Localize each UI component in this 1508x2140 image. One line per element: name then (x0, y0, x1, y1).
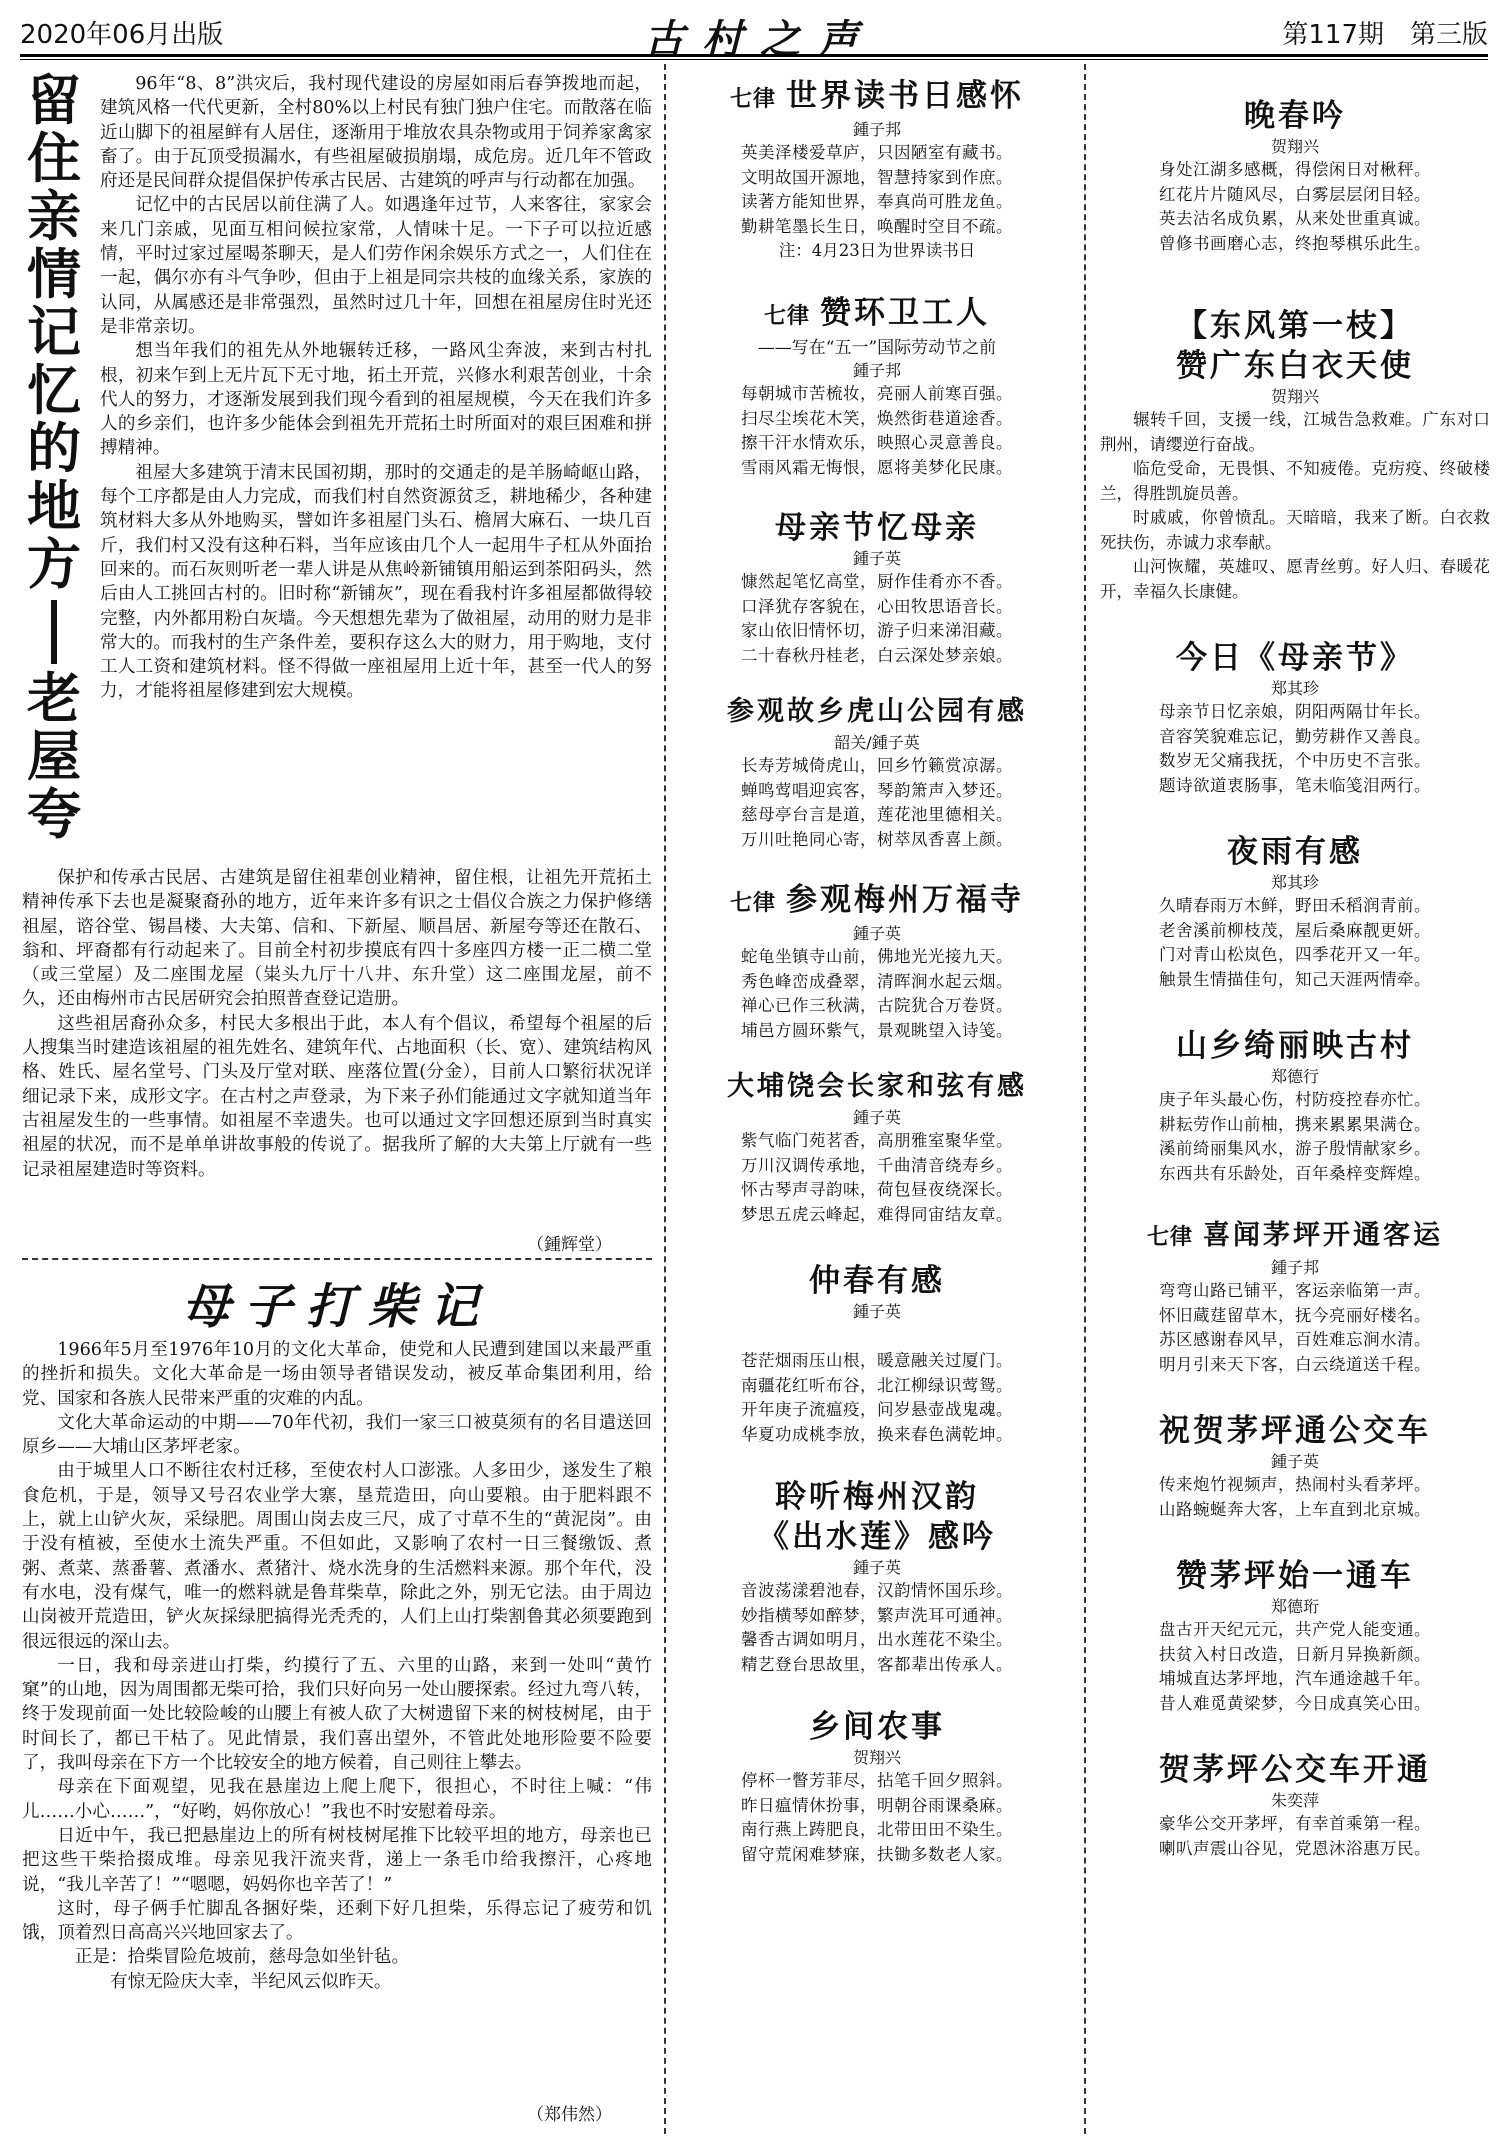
paragraph: 由于城里人口不断往农村迁移，至使农村人口澎涨。人多田少，遂发生了粮食危机，于是，领导又号召农业学大寨，垦荒造田，向山要粮。由于肥料跟不上，就上山铲火灰，采绿肥。周围山岗去皮三尺，成了寸草不生的“黄泥岗”。由于没有植被，至使水土流失严重。不但如此，又影响了农村一日三餐缴饭、煮粥、煮菜、蒸番薯、煮潘水、煮猪汁、烧水洗身的生活燃料来源。那个年代，没有水电，没有煤气，唯一的燃料就是鲁茸柴草，除此之外，别无它法。由于周边山岗被开荒造田，铲火灰採绿肥搞得光秃秃的，人们上山打柴割鲁萁必须要跑到很远很远的深山去。 (22, 1461, 652, 1652)
poem-mothers-day (682, 508, 1072, 668)
poem-line: 曾修书画磨心志，终抱琴棋乐此生。 (1159, 233, 1431, 253)
title-char: 老 (27, 667, 81, 730)
poem-line: 停杯一瞥芳菲尽，拈笔千回夕照斜。 (741, 1771, 1013, 1790)
paragraph: 想当年我们的祖先从外地辗转迁移，一路风尘奔波，来到古村扎根，初来乍到上无片瓦下无寸地，拓土开荒，兴修水利艰苦创业，十余代人的努力，才逐渐发展到我们现今看到的祖屋规模，今天在我们许多人的乡亲们，也许多少能体会到祖先开荒拓土时所面对的艰巨困难和拼搏精神。 (100, 341, 652, 459)
poem-line: 埔邑方圆环紫气，景观眺望入诗笺。 (741, 1020, 1013, 1040)
poem-line: 昔人难觅黄梁梦，今日成真笑心田。 (1159, 1693, 1431, 1713)
poem-title: 七律 世界读书日感怀 (729, 78, 1024, 114)
title-char: 留 (27, 69, 81, 132)
poem-line: 开年庚子流瘟疫，问岁悬壶战鬼魂。 (741, 1400, 1013, 1419)
poem-title: 夜雨有感 (1227, 834, 1363, 870)
title-char: 住 (27, 127, 81, 190)
poem-title-line-2: 《出水莲》感吟 (758, 1519, 996, 1555)
poem-night-rain (1100, 832, 1490, 992)
paragraph: 母亲在下面观望，见我在悬崖边上爬上爬下，很担心，不时往上喊：“伟儿……小心……”，“好哟，妈你放心！”我也不时安慰着母亲。 (22, 1777, 652, 1822)
poem-author: 郑其珍 (1270, 873, 1319, 892)
closing-poem-line-2: 有惊无险庆大幸，半纪风云似昨天。 (110, 1971, 392, 1992)
poem-title: 今日《母亲节》 (1176, 640, 1414, 676)
poem-line: 苍茫烟雨压山根，暖意融关过厦门。 (741, 1351, 1013, 1370)
poem-line: 昨日瘟情休扮事，明朝谷雨课桑麻。 (741, 1795, 1013, 1815)
poem-line: 雪雨风霜无悔恨，愿将美梦化民康。 (741, 457, 1013, 477)
poem-line: 山路蜿蜒奔大客，上车直到北京城。 (1159, 1499, 1431, 1519)
poem-title: 聆听梅州汉韵 (775, 1479, 979, 1515)
poem-line: 家山依旧情怀切，游子归来涕泪藏。 (741, 621, 1013, 640)
paragraph: 这些祖居裔孙众多，村民大多根出于此，本人有个倡议，希望每个祖屋的后人搜集当时建造该祖屋的祖先姓名、建筑年代、占地面积（长、宽）、建筑结构风格、姓氏、屋名堂号、门头及厅堂对联、座落位置(分金），目前人口繁衍状况详细记录下来，成形文字。在古村之声登录，为下来子孙们能通过文字就知道当年古祖屋发生的一些事情。如祖屋不幸遗失。也可以通过文字回想还原到当时真实祖屋的状况，而不是单单讲故事般的传说了。据我所了解的大夫第上厅就有一些记录祖屋建造时等资料。 (22, 1013, 652, 1180)
poem-line: 秀色峰峦成叠翠，清晖涧水起云烟。 (741, 971, 1013, 991)
paragraph: 这时，母子俩手忙脚乱各捆好柴，还剩下好几担柴，乐得忘记了疲劳和饥饿，顶着烈日高高兴兴地回家去了。 (22, 1898, 652, 1944)
poem-line: 禅心已作三秋满，古院犹合万卷贤。 (741, 996, 1013, 1015)
poem-line: 万川汉调传承地，千曲清音绕寿乡。 (741, 1155, 1013, 1175)
poem-farm-work (682, 1707, 1072, 1867)
poem-line: 苏区感谢春风早，百姓难忘涧水清。 (1159, 1330, 1431, 1349)
poem-line: 精艺登台思故里，客都辈出传承人。 (741, 1654, 1013, 1674)
poem-stanza: 时戚戚，你曾愤乱。天暗暗，我来了断。白衣救死扶伤，赤诚力求奉献。 (1100, 508, 1490, 552)
poem-author: 鍾子邦 (852, 361, 901, 380)
title-char: 亲 (27, 185, 81, 248)
poem-title: 仲春有感 (809, 1263, 945, 1299)
poem-line: 老舍溪前柳枝茂，屋后桑麻靓更妍。 (1159, 920, 1431, 940)
poem-line: 华夏功成桃李放，换来春色满乾坤。 (741, 1424, 1013, 1444)
poem-line: 弯弯山路已铺平，客运亲临第一声。 (1159, 1281, 1431, 1300)
paragraph: 1966年5月至1976年10月的文化大革命，使党和人民遭到建国以来最严重的挫折和损失。文化大革命是一场由领导者错误发动，被反革命集团利用，给党、国家和各族人民带来严重的灾难的内乱。 (22, 1340, 652, 1409)
poem-line: 妙指横琴如醉梦，繁声洗耳可通神。 (741, 1605, 1013, 1625)
poem-han-melody (682, 1477, 1072, 1677)
poem-column-3 (1100, 96, 1490, 1861)
poem-late-spring (1100, 96, 1490, 256)
paragraph: 祖屋大多建筑于清末民国初期，那时的交通走的是羊肠崎岖山路，每个工序都是由人力完成，而我们村自然资源贫乏，耕地稀少，各种建筑材料大多从外地购买，譬如许多祖屋门头石、檐屑大麻石、一块几百斤，我们村又没有这种石料，当年应该由几个人一起用牛子杠从外面抬回来的。而石灰则听老一辈人讲是从焦岭新铺镇用船运到茶阳码头，然后由人工挑回古村的。旧时称“新铺灰”，现在看我村许多祖屋都做得较完整，内外都用粉白灰墙。今天想想先辈为了做祖屋，动用的财力是非常大的。而我村的生产条件差，要积存这么大的财力，用于购地，支付工人工资和建筑材料。怪不得做一座祖屋用上近十年，甚至一代人的努力，才能将祖屋修建到宏大规模。 (100, 462, 652, 702)
title-dash (51, 600, 57, 664)
poem-line: 久晴春雨万木鲜，野田禾稻润青前。 (1159, 896, 1431, 915)
poem-line: 万川吐艳同心寄，树萃凤香喜上颜。 (741, 829, 1013, 849)
poem-author: 鍾子英 (852, 1302, 901, 1321)
poem-title: 参观故乡虎山公园有感 (727, 696, 1027, 727)
poem-prefix: 七律 (729, 86, 776, 112)
poem-author: 鍾子英 (852, 1558, 901, 1577)
title-char: 夸 (27, 783, 81, 846)
poem-author: 鍾子英 (1270, 1452, 1319, 1471)
title-char: 忆 (27, 359, 81, 422)
poem-world-book-day (682, 76, 1072, 263)
poem-title-line-2: 赞广东白衣天使 (1176, 348, 1414, 384)
title-char: 方 (27, 533, 81, 596)
article1-body-bottom (22, 866, 652, 1182)
poem-line: 红花片片随风尽，白雾层层闭目轻。 (1159, 184, 1431, 204)
poem-bus-opening (1100, 1750, 1490, 1861)
title-char: 的 (27, 417, 81, 480)
poem-line: 耕耘劳作山前柚，携来累累果满仓。 (1159, 1114, 1431, 1134)
poem-line: 读著方能知世界，奉真尚可胜龙鱼。 (741, 192, 1013, 211)
poem-title: 祝贺茅坪通公交车 (1159, 1413, 1431, 1449)
poem-line: 长寿芳城倚虎山，回乡竹籁赏凉潺。 (741, 756, 1013, 775)
poem-title: 贺茅坪公交车开通 (1159, 1752, 1431, 1788)
column-divider-1 (664, 64, 666, 2134)
poem-line: 英美泽楼爱草庐，只因陋室有藏书。 (741, 143, 1013, 162)
poem-white-angels (1100, 306, 1490, 604)
issue-number: 第117期 第三版 (1282, 20, 1488, 50)
masthead-rule (20, 54, 1488, 57)
masthead (20, 6, 1488, 63)
poem-title: 晚春吟 (1244, 98, 1346, 134)
poem-line: 扶贫入村日改造，日新月异换新颜。 (1159, 1644, 1431, 1664)
poem-stanza: 辗转千回，支援一线，江城告急救难。广东对口荆州，请缨逆行奋战。 (1100, 410, 1490, 454)
poem-line: 盘古开天纪元元，共产党人能变通。 (1159, 1620, 1431, 1639)
poem-author: 鍾子邦 (1270, 1258, 1319, 1277)
poem-stanza: 山河恢耀，英雄叹、愿青丝剪。好人归、春暖花开，幸福久长康健。 (1100, 557, 1490, 601)
poem-line: 蛇龟坐镇寺山前，佛地光光接九天。 (741, 947, 1013, 966)
poem-line: 紫气临门苑茗香，高朋雅室聚华堂。 (741, 1131, 1013, 1150)
poem-title: 赞茅坪始一通车 (1176, 1558, 1414, 1594)
poem-prefix: 正是： (74, 1947, 128, 1968)
poem-column-2 (682, 72, 1072, 1867)
article1-vertical-title (22, 69, 86, 846)
poem-title: 【东风第一枝】 (1176, 308, 1414, 344)
poem-mountain-village (1100, 1026, 1490, 1186)
poem-author: 鍾子英 (852, 549, 901, 568)
poem-line: 慷然起笔忆高堂，厨作佳肴亦不香。 (741, 572, 1013, 591)
poem-title: 乡间农事 (809, 1709, 945, 1745)
poem-line: 身处江湖多感概，得偿闲日对楸秤。 (1159, 160, 1431, 179)
title-char: 屋 (27, 725, 81, 788)
poem-line: 拾柴冒险危坡前，慈母急如坐针毡。 (127, 1947, 410, 1968)
title-char: 地 (27, 475, 81, 538)
poem-line: 数岁无父痛我抚，个中历史不言张。 (1159, 751, 1431, 770)
poem-first-road (1100, 1556, 1490, 1716)
poem-author: 韶关/鍾子英 (834, 733, 920, 752)
poem-title: 七律 赞环卫工人 (763, 295, 990, 331)
column-divider-2 (1084, 64, 1086, 2134)
paragraph: 记忆中的古民居以前住满了人。如遇逢年过节，人来客往，家家会来几门亲戚，见面互相问候拉家常，人情味十足。一下子可以拉近感情，平时过家过屋喝茶聊天，是人们劳作闲余娱乐方式之一，人们住在一起，偶尔亦有斗气争吵，但由于上祖是同宗共枝的血缘关系，家族的认同，从属感还是非常强烈，虽然时过几十年，回想在祖屋房住时光还是非常亲切。 (100, 195, 652, 337)
article1-body-top (100, 72, 652, 704)
poem-line: 明月引来天下客，白云绕道送千程。 (1159, 1354, 1431, 1374)
poem-line: 英去沽名成负累，从来处世重真诚。 (1159, 209, 1431, 228)
poem-line: 东西共有乐龄处，百年桑梓变辉煌。 (1159, 1163, 1431, 1183)
paragraph: 日近中午，我已把悬崖边上的所有树枝树尾推下比较平坦的地方，母亲也已把这些干柴拾掇成堆。母亲见我汗流夹背，递上一条毛巾给我擦汗，心疼地说，“我儿辛苦了！”“嗯嗯，妈妈你也辛苦了！” (22, 1825, 652, 1895)
article2-title: 母子打柴记 (181, 1279, 492, 1335)
poem-line: 音波荡漾碧池春，汉韵情怀国乐珍。 (741, 1581, 1013, 1600)
poem-title: 七律 参观梅州万福寺 (729, 882, 1024, 918)
poem-line: 门对青山松岚色，四季花开又一年。 (1159, 945, 1431, 964)
paragraph: 保护和传承古民居、古建筑是留住祖辈创业精神，留住根，让祖先开荒拓土精神传承下去也是凝聚裔孙的地方，近年来许多有识之士倡仪合族之力保护修缮祖屋，谘谷堂、锡昌楼、大夫第、信和、下新屋、顺昌居、新屋夸等还在散石、翁和、坪裔都有行动起来了。目前全村初步摸底有四十多座四方楼一正二横二堂（或三堂屋）及二座围龙屋（粜头九厅十八井、东升堂）这二座围龙屋，前不久，还由梅州市古民居研究会拍照普查登记造册。 (22, 868, 652, 1010)
poem-stanza: 临危受命，无畏惧、不知疲倦。克疠疫、终破楼兰，得胜凯旋员善。 (1100, 459, 1490, 503)
poem-dapu-strings (682, 1067, 1072, 1227)
poem-note: 注：4月23日为世界读书日 (778, 241, 976, 260)
poem-line: 怀旧蔵莛留草木，抚今亮丽好楼名。 (1159, 1305, 1431, 1325)
paragraph: 一日，我和母亲进山打柴，约摸行了五、六里的山路，来到一处叫“黄竹窠”的山地，因为周围都无柴可拾，我们只好向另一处山腰探索。经过九弯八转，终于发现前面一处比较险峻的山腰上有被人砍了大树遗留下来的树枝树尾，由于时间长了，都已干枯了。见此情景，我们喜出望外，不管此处地形险要不险要了，我叫母亲在下方一个比较安全的地方候着，自己则往上攀去。 (22, 1655, 652, 1774)
poem-author: 贺翔兴 (1270, 387, 1319, 406)
poem-author: 贺翔兴 (1270, 137, 1319, 156)
poem-line: 触景生情描佳句，知己天涯两情牵。 (1159, 969, 1431, 989)
poem-line: 豪华公交开茅坪，有幸首乘第一程。 (1159, 1814, 1431, 1833)
poem-bus-service (1100, 1411, 1490, 1522)
poem-line: 口泽犹存客貌在，心田牧思语音长。 (741, 596, 1013, 616)
poem-tiger-mountain (682, 692, 1072, 852)
poem-line: 庚子年头最心伤，村防疫控春亦忙。 (1159, 1090, 1431, 1109)
publication-date: 2020年06月出版 (20, 20, 224, 50)
poem-author: 鍾子英 (852, 924, 901, 943)
poem-line: 埔城直达茅坪地，汽车通途越千年。 (1159, 1669, 1431, 1688)
poem-author: 鍾子邦 (852, 120, 901, 139)
poem-mid-spring (682, 1261, 1072, 1447)
poem-line: 传来炮竹视频声，热闹村头看茅坪。 (1159, 1475, 1431, 1494)
poem-line: 怀古琴声寻韵味，荷包昼夜绕深长。 (741, 1180, 1013, 1199)
poem-author: 郑德珩 (1270, 1597, 1319, 1616)
poem-title: 母亲节忆母亲 (775, 510, 979, 546)
poem-line: 留守荒闲难梦寐，扶锄多数老人家。 (741, 1844, 1013, 1864)
article2-signature: （郑伟然） (527, 2105, 612, 2125)
article1-signature: （鍾辉堂） (527, 1235, 612, 1255)
closing-poem-line-1 (22, 1945, 652, 1969)
poem-author: 郑其珍 (1270, 679, 1319, 698)
poem-subtitle: ——写在“五一”国际劳动节之前 (757, 338, 997, 358)
paragraph: 文化大革命运动的中期——70年代初，我们一家三口被莫须有的名目遣送回原乡——大埔山区茅坪老家。 (22, 1412, 652, 1458)
poem-title: 大埔饶会长家和弦有感 (727, 1071, 1027, 1102)
poem-line: 音容笑貌难忘记，勤劳耕作又善良。 (1159, 726, 1431, 746)
masthead-rule-thin (20, 59, 1488, 60)
newspaper-title: 古村之声 (644, 16, 876, 63)
poem-title: 七律 喜闻茅坪开通客运 (1146, 1220, 1443, 1251)
title-char: 情 (27, 243, 81, 306)
poem-line: 蝉鸣莺唱迎宾客，琴韵箫声入梦还。 (741, 780, 1013, 800)
poem-wanfu-temple (682, 880, 1072, 1043)
poem-sanitation-workers (682, 293, 1072, 480)
poem-line: 题诗欲道衷肠事，笔未临笺泪两行。 (1159, 775, 1431, 795)
poem-line: 母亲节日忆亲娘，阴阳两隔廿年长。 (1159, 702, 1431, 721)
poem-line: 慈母亭台言是道，莲花池里德相关。 (741, 805, 1013, 824)
poem-line: 二十春秋丹桂老，白云深处梦亲娘。 (741, 645, 1013, 665)
article-separator (22, 1258, 652, 1260)
article2-body (22, 1338, 652, 1994)
poem-line: 勤耕笔墨长生日，唤醒时空目不疏。 (741, 216, 1013, 236)
poem-line: 喇叭声震山谷见，党恩沐浴惠万民。 (1159, 1838, 1431, 1858)
poem-line: 擦干汗水情欢乐，映照心灵意善良。 (741, 433, 1013, 452)
poem-line: 每朝城市苦梳妆，亮丽人前寒百强。 (741, 384, 1013, 403)
poem-line: 馨香古调如明月，出水莲花不染尘。 (741, 1630, 1013, 1649)
poem-author: 朱奕萍 (1270, 1791, 1319, 1810)
poem-line: 文明故国开源地，智慧持家到作庶。 (741, 167, 1013, 187)
poem-line: 扫尽尘埃花木笑，焕然街巷道途香。 (741, 408, 1013, 428)
poem-author: 郑德行 (1270, 1067, 1319, 1086)
paragraph: 96年“8、8”洪灾后，我村现代建设的房屋如雨后春笋拨地而起，建筑风格一代代更新，全村80%以上村民有独门独户住宅。而散落在临近山脚下的祖屋鲜有人居住，逐渐用于堆放农具杂物或用于饲养家禽家畜了。由于瓦顶受损漏水，有些祖屋破损崩塌，成危房。近几年不管政府还是民间群众提倡保护传承古民居、古建筑的呼声与行动都在加强。 (100, 74, 652, 192)
poem-todays-mothers-day (1100, 638, 1490, 798)
poem-author: 鍾子英 (852, 1108, 901, 1127)
poem-title: 山乡绮丽映古村 (1176, 1028, 1414, 1064)
poem-line: 梦思五虎云峰起，难得同宙结友章。 (741, 1204, 1013, 1224)
title-char: 记 (27, 301, 81, 364)
poem-line: 南行燕上踌肥良，北带田田不染生。 (741, 1820, 1013, 1839)
poem-line: 溪前绮丽集风水，游子殷情献家乡。 (1159, 1139, 1431, 1158)
poem-author: 贺翔兴 (852, 1748, 901, 1767)
poem-line: 南疆花红听布谷，北江柳绿识莺鸳。 (741, 1375, 1013, 1395)
poem-passenger-service (1100, 1216, 1490, 1377)
